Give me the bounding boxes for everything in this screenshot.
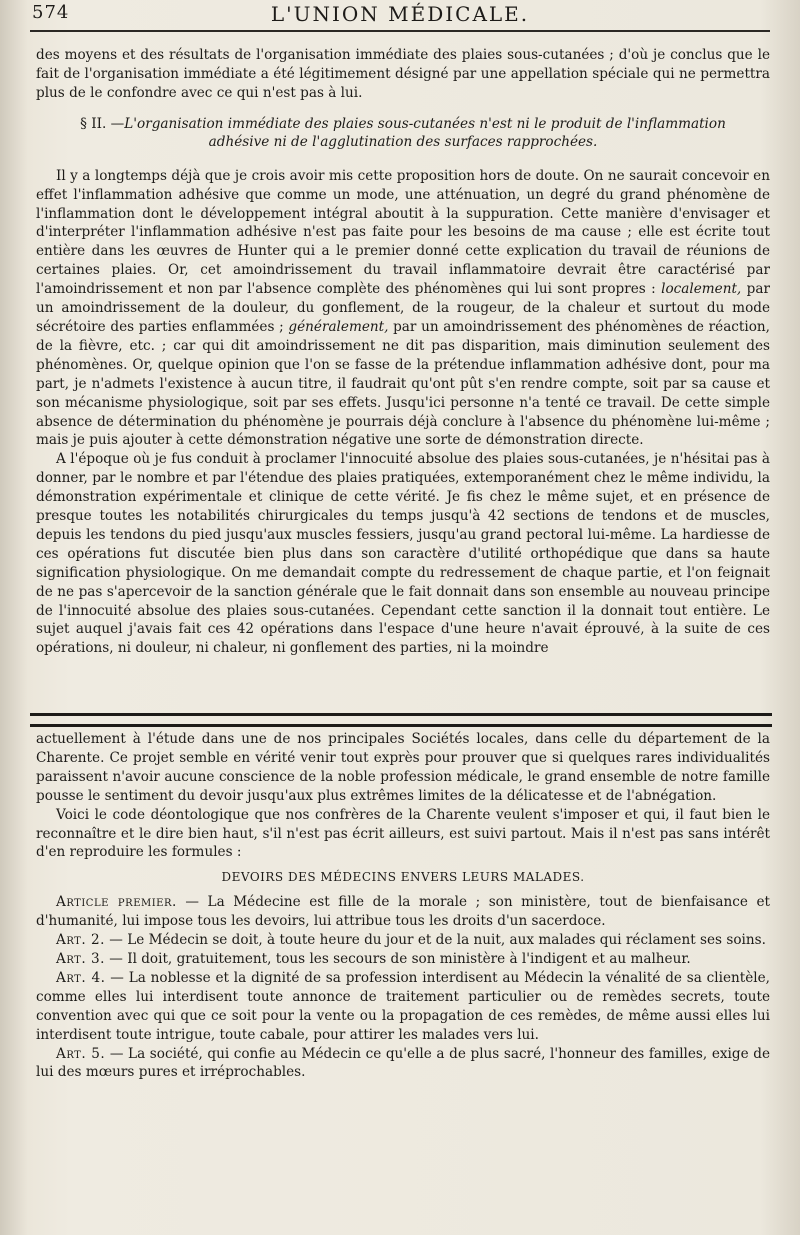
intro-paragraph: des moyens et des résultats de l'organisation immédiate des plaies sous-cutanées ; d'où je conclus que le fait de l'organisation immédiate a été légitimement désigné par une appellation spéciale qui ne permettra plus de le confondre avec ce qui n'est pas à lui. bbox=[36, 47, 770, 101]
article-label: Article premier. bbox=[56, 894, 177, 911]
article-text: — Le Médecin se doit, à toute heure du jour et de la nuit, aux malades qui réclament ses soins. bbox=[109, 932, 766, 949]
article-label: Art. 3. bbox=[56, 950, 105, 967]
article-text: — La noblesse et la dignité de sa profession interdisent au Médecin la vénalité de sa clientèle, comme elles lui interdisent toute annonce de traitement particulier ou de remèdes secrets, toute convention avec qui que ce soit pour la vente ou la propagation de ces remèdes, de même aussi elles lui interdisent toute intrigue, toute cabale, pour attirer les malades vers lui. bbox=[36, 969, 771, 1043]
body-paragraph: Voici le code déontologique que nos confrères de la Charente veulent s'imposer et qui, il faut bien le reconnaître et le dire bien haut, s'il n'est pas écrit ailleurs, est suivi partout. Mais il n'est pas sans intérêt d'en reproduire les formules : bbox=[36, 806, 770, 861]
subheading: DEVOIRS DES MÉDECINS ENVERS LEURS MALADES. bbox=[221, 870, 585, 885]
article-paragraph bbox=[36, 950, 770, 969]
section-number: § II. — bbox=[80, 115, 125, 132]
section-title-line2: adhésive ni de l'agglutination des surfaces rapprochées. bbox=[208, 133, 598, 150]
running-title: L'UNION MÉDICALE. bbox=[270, 2, 530, 26]
lower-article bbox=[36, 730, 770, 1082]
article-paragraph bbox=[36, 969, 770, 1045]
emphasis-text: généralement, bbox=[288, 318, 389, 335]
article-paragraph bbox=[36, 893, 770, 931]
body-paragraph: A l'époque où je fus conduit à proclamer l'innocuité absolue des plaies sous-cutanées, je n'hésitai pas à donner, par le nombre et par l'étendue des plaies pratiquées, extemporanément chez le même individu, la démonstration expérimentale et clinique de cette vérité. Je fis chez le même sujet, et en présence de presque toutes les notabilités chirurgicales du temps jusqu'à 42 sections de tendons et de muscles, depuis les tendons du pied jusqu'aux muscles fessiers, jusqu'au grand pectoral lui-même. La hardiesse de ces opérations fut discutée bien plus dans son caractère d'utilité orthopédique que dans sa haute signification physiologique. On me demandait compte du redressement de chaque partie, et l'on feignait de ne pas s'apercevoir de la sanction générale que le fait donnait dans son ensemble au nouveau principe de l'innocuité absolue des plaies sous-cutanées. Cependant cette sanction il la donnait tout entière. Le sujet auquel j'avais fait ces 42 opérations dans l'espace d'une heure n'avait éprouvé, à la suite de ces opérations, ni douleur, ni chaleur, ni gonflement des parties, ni la moindre bbox=[36, 451, 770, 657]
section-title-line1: L'organisation immédiate des plaies sous-cutanées n'est ni le produit de l'inflammation bbox=[124, 115, 726, 132]
section-heading bbox=[36, 115, 770, 151]
upper-article bbox=[36, 46, 770, 658]
section-separator bbox=[30, 713, 772, 727]
article-text: — Il doit, gratuitement, tous les secours de son ministère à l'indigent et au malheur. bbox=[109, 950, 691, 967]
paragraph-text: par un amoindrissement des phénomènes de réaction, de la fièvre, etc. ; car qui dit amoindrissement ne dit pas disparition, mais diminution seulement des phénomènes. Or, quelque opinion que l'on se fasse de la prétendue inflammation adhésive dont, pour ma part, je n'admets l'existence à aucun titre, il faudrait qu'ont pût s'en rendre compte, soit par sa cause et son mécanisme physiologique, soit par ses effets. Jusqu'ici personne n'a tenté ce travail. De cette simple absence de détermination du phénomène je pourrais déjà conclure à l'absence du phénomène lui-même ; mais je puis ajouter à cette démonstration négative une sorte de démonstration directe. bbox=[36, 318, 770, 449]
emphasis-text: localement, bbox=[661, 281, 742, 298]
article-paragraph bbox=[36, 1045, 770, 1083]
article-label: Art. 4. bbox=[56, 969, 106, 986]
page-number: 574 bbox=[32, 2, 70, 23]
page-header bbox=[0, 0, 800, 34]
article-paragraph bbox=[36, 931, 770, 950]
article-label: Art. 5. bbox=[56, 1045, 106, 1062]
body-paragraph bbox=[36, 167, 770, 451]
body-paragraph: actuellement à l'étude dans une de nos principales Sociétés locales, dans celle du département de la Charente. Ce projet semble en vérité venir tout exprès pour prouver que si quelques rares individualités paraissent n'avoir aucune conscience de la noble profession médicale, le grand ensemble de notre famille pousse le sentiment du devoir jusqu'aux plus extrêmes limites de la délicatesse et de l'abnégation. bbox=[36, 731, 770, 804]
article-text: — La Médecine est fille de la morale ; son ministère, tout de bienfaisance et d'humanité, lui impose tous les devoirs, lui attribue tous les droits d'un sacerdoce. bbox=[36, 894, 770, 930]
paragraph-text: par un amoindrissement de la douleur, du gonflement, de la rougeur, de la chaleur et surtout du mode sécrétoire des parties enflammées ; bbox=[36, 281, 770, 335]
header-rule bbox=[30, 30, 770, 32]
article-text: — La société, qui confie au Médecin ce qu'elle a de plus sacré, l'honneur des familles, exige de lui des mœurs pures et irréprochables. bbox=[36, 1045, 770, 1081]
article-label: Art. 2. bbox=[56, 932, 105, 949]
paragraph-text: Il y a longtemps déjà que je crois avoir mis cette proposition hors de doute. On ne saurait concevoir en effet l'inflammation adhésive que comme un mode, une atténuation, un degré du grand phénomène de l'inflammation dont le développement intégral aboutit à la suppuration. Cette manière d'envisager et d'interpréter l'inflammation adhésive n'est pas faite pour les besoins de ma cause ; elle est écrite tout entière dans les œuvres de Hunter qui a le premier donné cette explication du travail de réunions de certaines plaies. Or, cet amoindrissement du travail inflammatoire devrait être caractérisé par l'amoindrissement et non par l'absence complète des phénomènes qui lui sont propres : bbox=[36, 167, 770, 298]
